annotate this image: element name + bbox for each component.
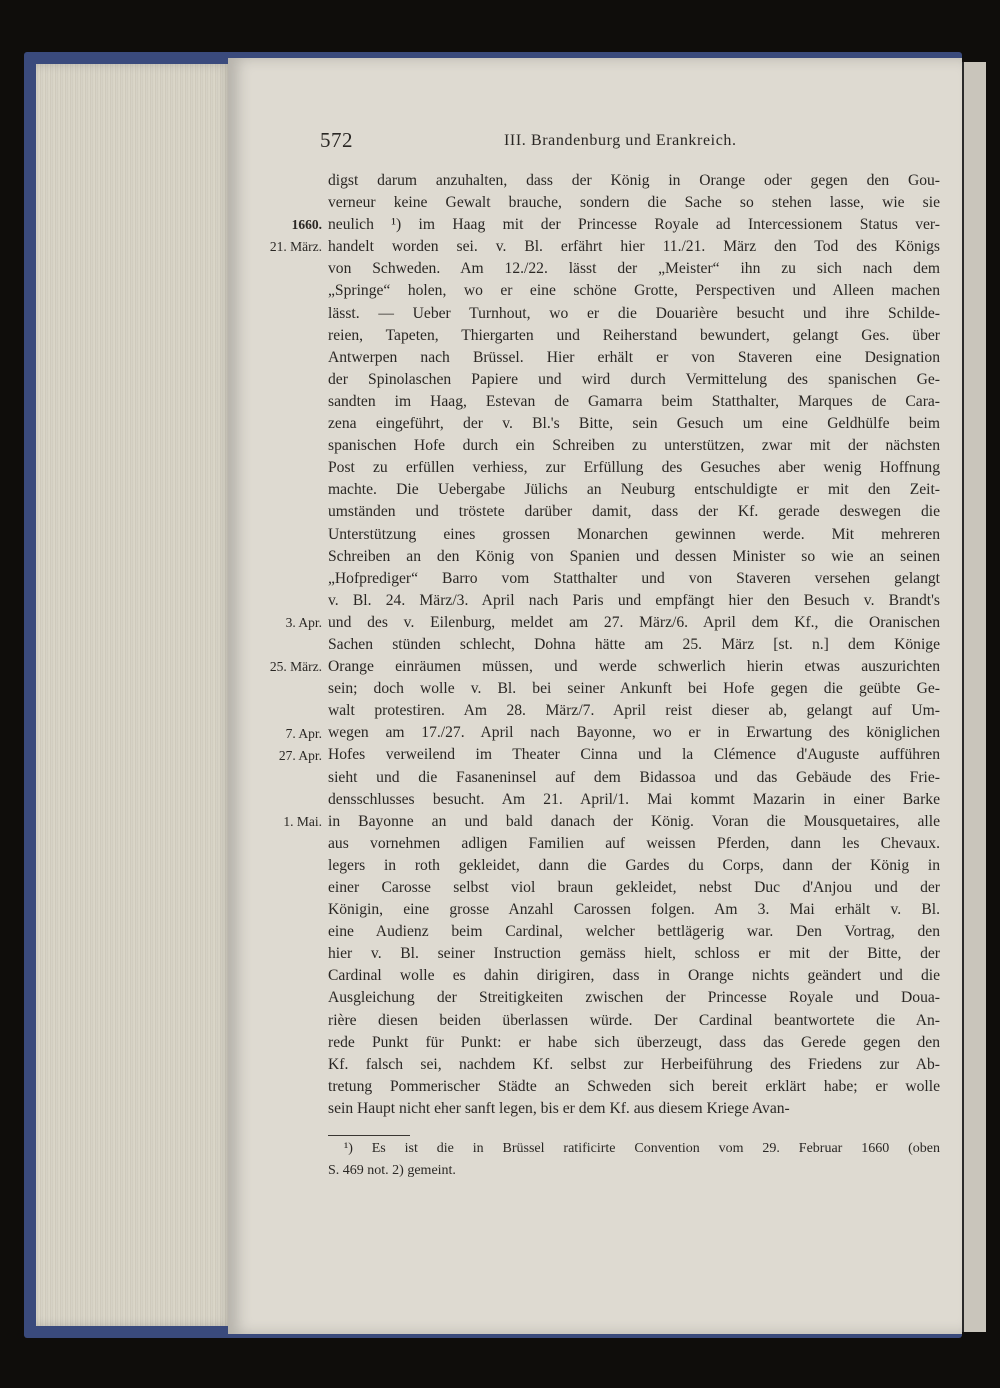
text-line: eine Audienz beim Cardinal, welcher bettlägerig war. Den Vortrag, den [328,923,940,941]
text-line: Schreiben an den König von Spanien und dessen Minister so wie an seinen [328,547,940,565]
text-line: Unterstützung eines grossen Monarchen gewinnen werde. Mit mehreren [328,525,940,543]
text-line: der Spinolaschen Papiere und wird durch Vermittelung des spanischen Ge- [328,370,940,388]
body-text [328,170,940,1120]
next-page-edge [962,62,986,1332]
chapter-title: III. Brandenburg und Erankreich. [504,132,737,149]
text-line: Orange einräumen müssen, und werde schwerlich hierin etwas auszurichten [328,658,940,676]
text-line: Königin, eine grosse Anzahl Carossen folgen. Am 3. Mai erhält v. Bl. [328,901,940,919]
text-line: Post zu erfüllen verhiess, zur Erfüllung des Gesuches aber wenig Hoffnung [328,459,940,477]
footnote-rule [328,1135,410,1136]
text-line: Hofes verweilend im Theater Cinna und la Clémence d'Auguste aufführen [328,746,940,764]
text-line: von Schweden. Am 12./22. lässt der „Meister“ ihn zu sich nach dem [328,260,940,278]
text-line: „Hofprediger“ Barro vom Statthalter und von Staveren versehen gelangt [328,569,940,587]
footnotes [328,1138,940,1182]
text-line: „Springe“ holen, wo er eine schöne Grotte, Perspectiven und Alleen machen [328,282,940,300]
text-line: Ausgleichung der Streitigkeiten zwischen der Princesse Royale und Doua- [328,989,940,1007]
margin-date: 7. Apr. [285,725,322,741]
text-line: und des v. Eilenburg, meldet am 27. März/6. April dem Kf., die Oranischen [328,613,940,631]
text-line: sein Haupt nicht eher sanft legen, bis er dem Kf. aus diesem Kriege Avan- [328,1099,790,1117]
text-line: neulich ¹) im Haag mit der Princesse Royale ad Intercessionem Status ver- [328,216,940,234]
text-line: v. Bl. 24. März/3. April nach Paris und empfängt hier den Besuch v. Brandt's [328,591,940,609]
text-line: handelt worden sei. v. Bl. erfährt hier 11./21. März den Tod des Königs [328,238,940,256]
text-line: lässt. — Ueber Turnhout, wo er die Douarière besucht und ihre Schilde- [328,304,940,322]
text-line: digst darum anzuhalten, dass der König in Orange oder gegen den Gou- [328,172,940,189]
page-content [252,120,942,1190]
text-line: sandten im Haag, Estevan de Gamarra beim Statthalter, Marques de Cara- [328,392,940,410]
text-line: Sachen stünden schlecht, Dohna hätte am 25. März [st. n.] dem Könige [328,635,940,653]
footnote-line: S. 469 not. 2) gemeint. [328,1163,456,1178]
running-head [320,128,880,158]
text-line: aus vornehmen adligen Familien auf weissen Pferden, dann les Chevaux. [328,834,940,852]
text-line: zena eingeführt, der v. Bl.'s Bitte, sein Gesuch um eine Geldhülfe beim [328,415,940,433]
text-line: rede Punkt für Punkt: er habe sich überzeugt, dass das Gerede gegen den [328,1033,940,1051]
text-line: sein; doch wolle v. Bl. bei seiner Ankunft bei Hofe gegen die geübte Ge- [328,680,940,698]
text-line: tretung Pommerischer Städte an Schweden sich bereit erklärt habe; er wolle [328,1077,940,1095]
text-line: reien, Tapeten, Thiergarten und Reiherstand bewundert, gelangt Ges. über [328,326,940,344]
text-line: spanischen Hofe durch ein Schreiben zu unterstützen, zwar mit der nächsten [328,437,940,455]
text-line: Kf. falsch sei, nachdem Kf. selbst zur Herbeiführung des Friedens zur Ab- [328,1055,940,1073]
text-line: hier v. Bl. seiner Instruction gemäss hielt, schloss er mit der Bitte, der [328,945,940,963]
page-number: 572 [320,128,353,152]
text-line: walt protestiren. Am 28. März/7. April reist dieser ab, gelangt auf Um- [328,702,940,720]
margin-date: 21. März. [269,239,322,255]
text-line: rière diesen beiden überlassen würde. Der Cardinal beantwortete die An- [328,1011,940,1029]
margin-date: 27. Apr. [278,747,322,763]
text-line: machte. Die Uebergabe Jülichs an Neuburg entschuldigte er mit den Zeit- [328,481,940,499]
page-edges [36,64,232,1326]
margin-date: 1. Mai. [283,813,322,829]
text-line: densschlusses besucht. Am 21. April/1. Mai kommt Mazarin in einer Barke [328,790,940,808]
margin-date: 1660. [291,217,322,233]
text-line: in Bayonne an und bald danach der König. Voran die Mousquetaires, alle [328,812,940,830]
text-line: wegen am 17./27. April nach Bayonne, wo er in Erwartung des königlichen [328,724,940,742]
text-line: legers in roth gekleidet, dann die Gardes du Corps, dann der König in [328,856,940,874]
text-line: Antwerpen nach Brüssel. Hier erhält er von Staveren eine Designation [328,348,940,366]
margin-date: 3. Apr. [285,615,322,630]
text-line: umständen und tröstete darüber damit, dass der Kf. gerade deswegen die [328,503,940,521]
text-line: verneur keine Gewalt brauche, sondern die Sache so stehen lasse, wie sie [328,194,940,212]
footnote-line: ¹) Es ist die in Brüssel ratificirte Convention vom 29. Februar 1660 (oben [344,1141,940,1156]
text-line: einer Carosse selbst viol braun gekleidet, nebst Duc d'Anjou und der [328,879,940,896]
text-line: Cardinal wolle es dahin dirigiren, dass in Orange nichts geändert und die [328,967,940,985]
margin-date: 25. März. [269,659,322,675]
text-line: sieht und die Fasaneninsel auf dem Bidassoa und das Gebäude des Frie- [328,768,940,786]
